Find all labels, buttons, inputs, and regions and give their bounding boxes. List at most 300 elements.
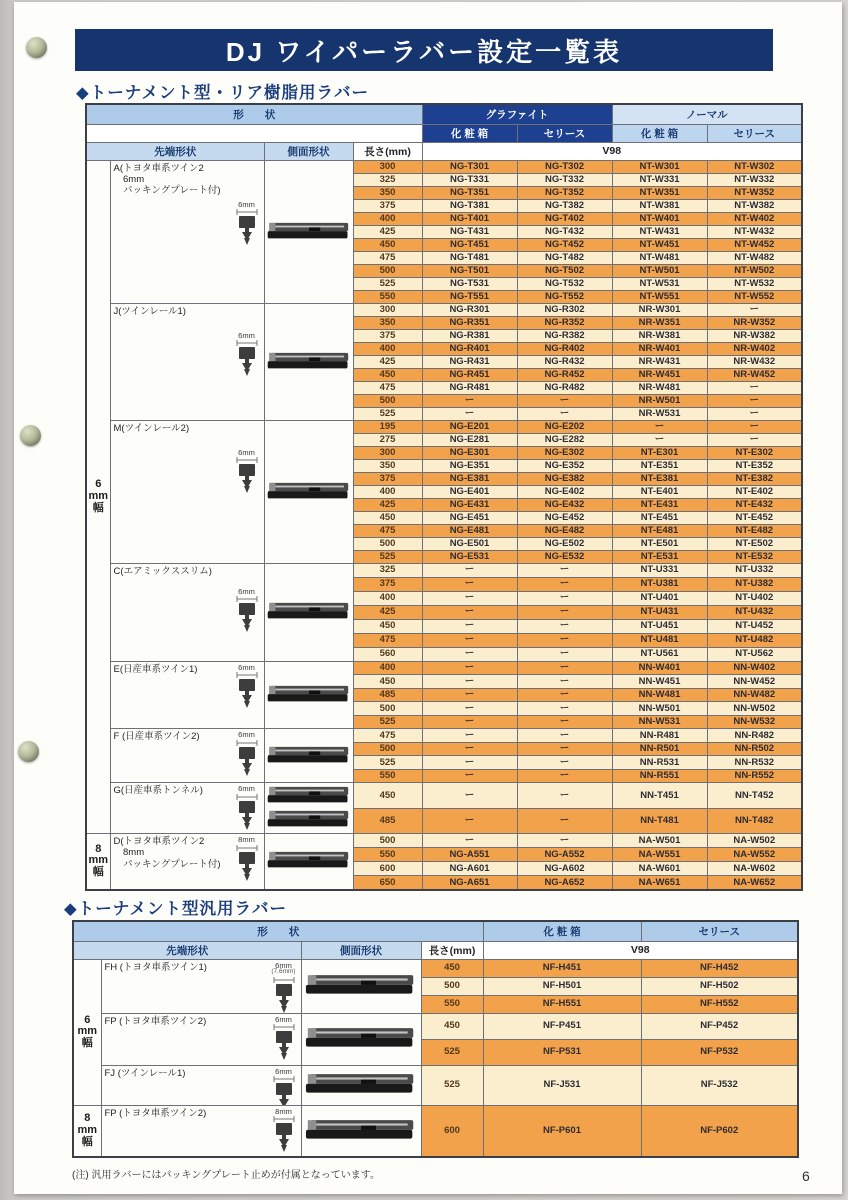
- length-cell: 500: [353, 264, 422, 277]
- length-cell: 350: [353, 186, 422, 199]
- length-cell: 425: [353, 225, 422, 238]
- section-label-cell: [110, 160, 264, 303]
- width-group-label: 6 mm 幅: [86, 160, 110, 834]
- product-code-cell: NG-R482: [517, 381, 612, 394]
- product-code-cell: ー: [707, 303, 802, 316]
- product-code-cell: ー: [422, 756, 517, 770]
- side-profile-cell: [264, 563, 353, 661]
- length-cell: 475: [353, 524, 422, 537]
- product-code-cell: NT-U451: [612, 619, 707, 633]
- side-profile-cell: [264, 661, 353, 729]
- product-row: [86, 160, 802, 173]
- product-code-cell: NT-E532: [707, 550, 802, 563]
- length-cell: 450: [353, 368, 422, 381]
- section-label-cell: [110, 729, 264, 783]
- tip-diagram: [271, 1016, 297, 1062]
- product-code-cell: ー: [422, 675, 517, 689]
- product-code-cell: NG-T382: [517, 199, 612, 212]
- product-code-cell: NG-E431: [422, 498, 517, 511]
- product-code-cell: ー: [422, 834, 517, 848]
- length-cell: 450: [353, 238, 422, 251]
- product-code-cell: NG-A601: [422, 862, 517, 876]
- tip-diagram: [271, 962, 297, 1014]
- product-code-cell: ー: [707, 433, 802, 446]
- binder-hole: [26, 37, 47, 58]
- length-cell: 400: [353, 591, 422, 605]
- tip-diagram: [271, 1108, 297, 1154]
- blade-side-photo: [267, 481, 351, 503]
- product-code-cell: NG-T452: [517, 238, 612, 251]
- product-code-cell: NG-E402: [517, 485, 612, 498]
- tip-profile-icon: [234, 844, 260, 882]
- blade-side-photo: [305, 1072, 417, 1098]
- page-title: DJ ワイパーラバー設定一覧表: [75, 29, 773, 71]
- product-code-cell: NG-T332: [517, 173, 612, 186]
- product-code-cell: ー: [422, 742, 517, 756]
- series-header: セリース: [641, 921, 798, 941]
- product-code-cell: NF-P601: [483, 1105, 641, 1157]
- product-code-cell: ー: [422, 769, 517, 783]
- tip-dimension-label: 6mm: [238, 330, 255, 340]
- tip-profile-icon: [234, 208, 260, 246]
- product-code-cell: NA-W601: [612, 862, 707, 876]
- side-profile-cell: [301, 1065, 421, 1105]
- product-code-cell: ー: [422, 577, 517, 591]
- tip-profile-icon: [271, 1115, 297, 1153]
- length-cell: 450: [353, 675, 422, 689]
- product-code-cell: ー: [707, 381, 802, 394]
- tip-shape-header: 先端形状: [73, 941, 301, 959]
- product-code-cell: NR-W401: [612, 342, 707, 355]
- length-cell: 485: [353, 688, 422, 702]
- product-code-cell: ー: [422, 394, 517, 407]
- product-code-cell: ー: [517, 834, 612, 848]
- product-code-cell: NG-E201: [422, 420, 517, 433]
- product-code-cell: NF-H452: [641, 959, 798, 977]
- product-code-cell: NT-U432: [707, 605, 802, 619]
- product-code-cell: ー: [517, 675, 612, 689]
- product-code-cell: NN-W502: [707, 702, 802, 716]
- width-group-label: 8 mm 幅: [73, 1105, 101, 1157]
- normal-series-header: セリース: [707, 124, 802, 142]
- product-code-cell: NG-R401: [422, 342, 517, 355]
- length-cell: 485: [353, 808, 422, 834]
- product-code-cell: NN-T451: [612, 783, 707, 809]
- length-cell: 195: [353, 420, 422, 433]
- section-label: FP (トヨタ車系ツイン2): [104, 1107, 207, 1119]
- section-label: F (日産車系ツイン2): [113, 731, 200, 742]
- product-code-cell: NT-E401: [612, 485, 707, 498]
- product-code-cell: NT-E402: [707, 485, 802, 498]
- product-code-cell: ー: [422, 647, 517, 661]
- graphite-header: グラファイト: [422, 104, 612, 124]
- section-label-cell: [110, 420, 264, 563]
- product-code-cell: NN-W532: [707, 715, 802, 729]
- product-code-cell: NG-T381: [422, 199, 517, 212]
- section-label-cell: [101, 1065, 301, 1105]
- product-code-cell: NG-E452: [517, 511, 612, 524]
- product-code-cell: NG-T552: [517, 290, 612, 303]
- product-code-cell: NG-E531: [422, 550, 517, 563]
- section-title-general-rubber: ◆トーナメント型汎用ラバー: [64, 900, 288, 918]
- product-code-cell: NT-E451: [612, 511, 707, 524]
- product-code-cell: NN-W401: [612, 661, 707, 675]
- tip-profile-icon: [234, 595, 260, 633]
- graphite-box-header: 化 粧 箱: [422, 124, 517, 142]
- product-row: [86, 661, 802, 675]
- model-header: V98: [422, 142, 802, 160]
- product-code-cell: NG-R381: [422, 329, 517, 342]
- product-code-cell: NN-T481: [612, 808, 707, 834]
- page-number: 6: [802, 1168, 810, 1184]
- shape-header-spacer: [86, 124, 422, 142]
- side-profile-cell: [264, 303, 353, 420]
- blade-side-photo: [267, 850, 351, 872]
- section-label-cell: [110, 783, 264, 834]
- section-label: A(トヨタ車系ツイン2 6mm パッキングプレート付): [113, 162, 221, 197]
- product-code-cell: NG-T502: [517, 264, 612, 277]
- product-code-cell: NT-U402: [707, 591, 802, 605]
- product-code-cell: NG-R301: [422, 303, 517, 316]
- product-code-cell: NG-E502: [517, 537, 612, 550]
- box-header: 化 粧 箱: [483, 921, 641, 941]
- product-row: [73, 1105, 798, 1157]
- product-code-cell: NT-W332: [707, 173, 802, 186]
- product-code-cell: NT-W552: [707, 290, 802, 303]
- blade-side-photo: [305, 1026, 417, 1052]
- length-cell: 275: [353, 433, 422, 446]
- product-code-cell: NT-E501: [612, 537, 707, 550]
- product-code-cell: NT-E302: [707, 446, 802, 459]
- tip-dimension-label: 6mm: [275, 1066, 292, 1076]
- product-code-cell: NG-E202: [517, 420, 612, 433]
- section-label: D(トヨタ車系ツイン2 8mm パッキングプレート付): [113, 836, 221, 870]
- blade-side-photo: [267, 601, 351, 623]
- product-code-cell: NT-E352: [707, 459, 802, 472]
- side-profile-cell: [264, 160, 353, 303]
- blade-side-photo: [267, 809, 351, 831]
- product-code-cell: ー: [517, 591, 612, 605]
- section-label: C(エアミックススリム): [113, 565, 212, 577]
- product-code-cell: NG-T432: [517, 225, 612, 238]
- product-code-cell: ー: [612, 433, 707, 446]
- length-cell: 475: [353, 251, 422, 264]
- product-code-cell: NT-W481: [612, 251, 707, 264]
- product-code-cell: NA-W551: [612, 848, 707, 862]
- product-code-cell: NG-E352: [517, 459, 612, 472]
- product-code-cell: ー: [422, 729, 517, 743]
- product-code-cell: NG-E451: [422, 511, 517, 524]
- product-code-cell: NN-R531: [612, 756, 707, 770]
- product-code-cell: NG-R481: [422, 381, 517, 394]
- section-label: FH (トヨタ車系ツイン1): [104, 961, 207, 973]
- product-code-cell: NG-T531: [422, 277, 517, 290]
- length-cell: 550: [353, 848, 422, 862]
- blade-side-photo: [267, 221, 351, 243]
- tip-dimension-label: 6mm: [238, 586, 255, 596]
- shape-header: 形 状: [73, 921, 483, 941]
- section-label-cell: [110, 661, 264, 729]
- product-code-cell: NF-H552: [641, 995, 798, 1013]
- side-profile-cell: [264, 729, 353, 783]
- length-cell: 425: [353, 605, 422, 619]
- length-cell: 400: [353, 212, 422, 225]
- length-cell: 400: [353, 485, 422, 498]
- product-code-cell: NT-W501: [612, 264, 707, 277]
- product-code-cell: NT-E301: [612, 446, 707, 459]
- tip-diagram: [234, 201, 260, 247]
- product-code-cell: NF-P602: [641, 1105, 798, 1157]
- side-profile-cell: [264, 420, 353, 563]
- product-row: [73, 1013, 798, 1039]
- product-code-cell: NG-E381: [422, 472, 517, 485]
- product-code-cell: ー: [422, 808, 517, 834]
- length-cell: 525: [353, 715, 422, 729]
- product-code-cell: NF-P452: [641, 1013, 798, 1039]
- side-profile-cell: [301, 1105, 421, 1157]
- product-code-cell: NN-R552: [707, 769, 802, 783]
- product-code-cell: NN-W481: [612, 688, 707, 702]
- product-code-cell: NG-R352: [517, 316, 612, 329]
- length-cell: 550: [421, 995, 483, 1013]
- length-cell: 375: [353, 577, 422, 591]
- product-code-cell: NF-P532: [641, 1039, 798, 1065]
- tip-dimension-label: 6mm: [238, 730, 255, 739]
- product-code-cell: NG-T481: [422, 251, 517, 264]
- product-code-cell: NT-W402: [707, 212, 802, 225]
- product-code-cell: ー: [517, 394, 612, 407]
- product-code-cell: NR-W381: [612, 329, 707, 342]
- length-cell: 300: [353, 303, 422, 316]
- product-code-cell: NG-T401: [422, 212, 517, 225]
- product-code-cell: NT-W431: [612, 225, 707, 238]
- product-code-cell: ー: [517, 661, 612, 675]
- product-code-cell: NN-W402: [707, 661, 802, 675]
- product-code-cell: NF-H501: [483, 977, 641, 995]
- product-code-cell: NG-A652: [517, 876, 612, 890]
- product-code-cell: NT-W331: [612, 173, 707, 186]
- product-code-cell: NT-W452: [707, 238, 802, 251]
- tip-profile-icon: [234, 456, 260, 494]
- tip-diagram: [234, 332, 260, 378]
- product-row: [86, 783, 802, 809]
- length-cell: 475: [353, 633, 422, 647]
- product-code-cell: NT-W482: [707, 251, 802, 264]
- product-code-cell: ー: [707, 420, 802, 433]
- product-code-cell: NG-E482: [517, 524, 612, 537]
- section-label: J(ツインレール1): [113, 305, 186, 317]
- tip-diagram: [234, 664, 260, 710]
- product-code-cell: NN-W531: [612, 715, 707, 729]
- product-row: [86, 729, 802, 743]
- product-code-cell: NT-W401: [612, 212, 707, 225]
- product-code-cell: NT-W382: [707, 199, 802, 212]
- length-cell: 450: [353, 619, 422, 633]
- product-code-cell: NG-A651: [422, 876, 517, 890]
- product-code-cell: NG-R382: [517, 329, 612, 342]
- product-code-cell: NR-W451: [612, 368, 707, 381]
- product-code-cell: NT-E381: [612, 472, 707, 485]
- section-label: M(ツインレール2): [113, 422, 190, 434]
- product-code-cell: ー: [517, 577, 612, 591]
- product-code-cell: NG-E401: [422, 485, 517, 498]
- product-code-cell: NT-E452: [707, 511, 802, 524]
- product-code-cell: NG-T431: [422, 225, 517, 238]
- tip-dimension-label: 6mm: [238, 662, 255, 672]
- length-cell: 525: [353, 277, 422, 290]
- product-code-cell: ー: [517, 702, 612, 716]
- length-cell: 375: [353, 199, 422, 212]
- product-code-cell: NN-T482: [707, 808, 802, 834]
- tip-dimension-label: 8mm: [275, 1106, 292, 1116]
- product-code-cell: NG-T331: [422, 173, 517, 186]
- product-code-cell: NT-U331: [612, 563, 707, 577]
- product-code-cell: ー: [517, 742, 612, 756]
- tip-diagram: [234, 785, 260, 831]
- product-code-cell: ー: [707, 394, 802, 407]
- product-code-cell: NF-P451: [483, 1013, 641, 1039]
- product-code-cell: NG-T302: [517, 160, 612, 173]
- product-code-cell: NT-U452: [707, 619, 802, 633]
- blade-side-photo: [267, 684, 351, 706]
- tip-dimension-label: 6mm: [238, 447, 255, 457]
- tip-dimension-sublabel: (7.6mm): [271, 968, 296, 975]
- tip-diagram: [234, 731, 260, 777]
- section-label: G(日産車系トンネル): [113, 785, 203, 796]
- section-label: FP (トヨタ車系ツイン2): [104, 1015, 207, 1027]
- product-code-cell: ー: [517, 633, 612, 647]
- length-cell: 500: [353, 537, 422, 550]
- product-code-cell: NG-E282: [517, 433, 612, 446]
- length-header: 長さ(mm): [421, 941, 483, 959]
- product-code-cell: NT-U401: [612, 591, 707, 605]
- length-cell: 525: [421, 1039, 483, 1065]
- section-label: FJ (ツインレール1): [104, 1067, 186, 1079]
- product-code-cell: NR-W382: [707, 329, 802, 342]
- product-code-cell: NT-U382: [707, 577, 802, 591]
- product-code-cell: NT-W532: [707, 277, 802, 290]
- product-code-cell: ー: [422, 702, 517, 716]
- product-code-cell: NA-W602: [707, 862, 802, 876]
- product-code-cell: NA-W502: [707, 834, 802, 848]
- width-group-label: 6 mm 幅: [73, 959, 101, 1105]
- length-cell: 550: [353, 769, 422, 783]
- product-code-cell: NG-T482: [517, 251, 612, 264]
- tip-diagram: [234, 836, 260, 882]
- length-cell: 550: [353, 290, 422, 303]
- length-cell: 375: [353, 329, 422, 342]
- product-row: [86, 834, 802, 848]
- product-code-cell: NN-R482: [707, 729, 802, 743]
- product-code-cell: NA-W552: [707, 848, 802, 862]
- product-code-cell: NT-W381: [612, 199, 707, 212]
- length-cell: 400: [353, 661, 422, 675]
- product-code-cell: NN-R502: [707, 742, 802, 756]
- product-code-cell: NN-R501: [612, 742, 707, 756]
- product-code-cell: NT-U381: [612, 577, 707, 591]
- section-label-cell: [101, 1013, 301, 1065]
- product-code-cell: NT-W432: [707, 225, 802, 238]
- section-label-cell: [101, 1105, 301, 1157]
- tip-diagram: [234, 588, 260, 634]
- product-code-cell: NG-T532: [517, 277, 612, 290]
- product-code-cell: NT-E382: [707, 472, 802, 485]
- product-code-cell: NT-E481: [612, 524, 707, 537]
- product-code-cell: NG-R302: [517, 303, 612, 316]
- side-profile-cell: [301, 1013, 421, 1065]
- product-code-cell: ー: [422, 563, 517, 577]
- tip-shape-header: 先端形状: [86, 142, 264, 160]
- product-code-cell: NF-H502: [641, 977, 798, 995]
- length-cell: 500: [353, 834, 422, 848]
- product-code-cell: NG-E432: [517, 498, 612, 511]
- product-code-cell: NT-U332: [707, 563, 802, 577]
- product-code-cell: ー: [517, 756, 612, 770]
- length-cell: 375: [353, 472, 422, 485]
- product-code-cell: NG-T351: [422, 186, 517, 199]
- product-row: [86, 303, 802, 316]
- blade-side-photo: [267, 785, 351, 807]
- product-code-cell: NG-R351: [422, 316, 517, 329]
- product-code-cell: ー: [517, 808, 612, 834]
- product-code-cell: NA-W651: [612, 876, 707, 890]
- product-code-cell: NT-W531: [612, 277, 707, 290]
- product-code-cell: NN-W452: [707, 675, 802, 689]
- product-code-cell: NR-W531: [612, 407, 707, 420]
- section-label-cell: [110, 563, 264, 661]
- section-title-rear-resin-rubber: ◆トーナメント型・リア樹脂用ラバー: [76, 84, 370, 102]
- product-code-cell: NG-T551: [422, 290, 517, 303]
- tip-profile-icon: [271, 1023, 297, 1061]
- length-cell: 500: [353, 742, 422, 756]
- normal-box-header: 化 粧 箱: [612, 124, 707, 142]
- product-code-cell: NN-W501: [612, 702, 707, 716]
- product-row: [73, 1065, 798, 1105]
- length-cell: 560: [353, 647, 422, 661]
- section-label: E(日産車系ツイン1): [113, 663, 198, 675]
- product-code-cell: NG-E532: [517, 550, 612, 563]
- side-profile-cell: [301, 959, 421, 1013]
- product-code-cell: NT-U431: [612, 605, 707, 619]
- product-code-cell: NT-W301: [612, 160, 707, 173]
- length-cell: 525: [353, 756, 422, 770]
- length-cell: 475: [353, 729, 422, 743]
- product-code-cell: NG-R432: [517, 355, 612, 368]
- product-code-cell: NR-W452: [707, 368, 802, 381]
- product-code-cell: NG-E501: [422, 537, 517, 550]
- product-code-cell: ー: [422, 688, 517, 702]
- length-cell: 300: [353, 446, 422, 459]
- tip-dimension-label: 6mm: [238, 784, 255, 793]
- product-code-cell: ー: [422, 633, 517, 647]
- product-code-cell: NR-W351: [612, 316, 707, 329]
- rear-resin-rubber-table: [85, 103, 803, 891]
- product-code-cell: NT-W352: [707, 186, 802, 199]
- product-code-cell: NG-E481: [422, 524, 517, 537]
- tip-profile-icon: [234, 339, 260, 377]
- length-cell: 600: [353, 862, 422, 876]
- product-code-cell: NT-W502: [707, 264, 802, 277]
- tip-dimension-label: 6mm: [238, 199, 255, 209]
- product-code-cell: NN-R532: [707, 756, 802, 770]
- product-code-cell: NN-R551: [612, 769, 707, 783]
- product-code-cell: NF-P531: [483, 1039, 641, 1065]
- length-cell: 300: [353, 160, 422, 173]
- product-code-cell: NF-H451: [483, 959, 641, 977]
- product-code-cell: NR-W431: [612, 355, 707, 368]
- length-cell: 525: [353, 550, 422, 563]
- product-code-cell: ー: [422, 661, 517, 675]
